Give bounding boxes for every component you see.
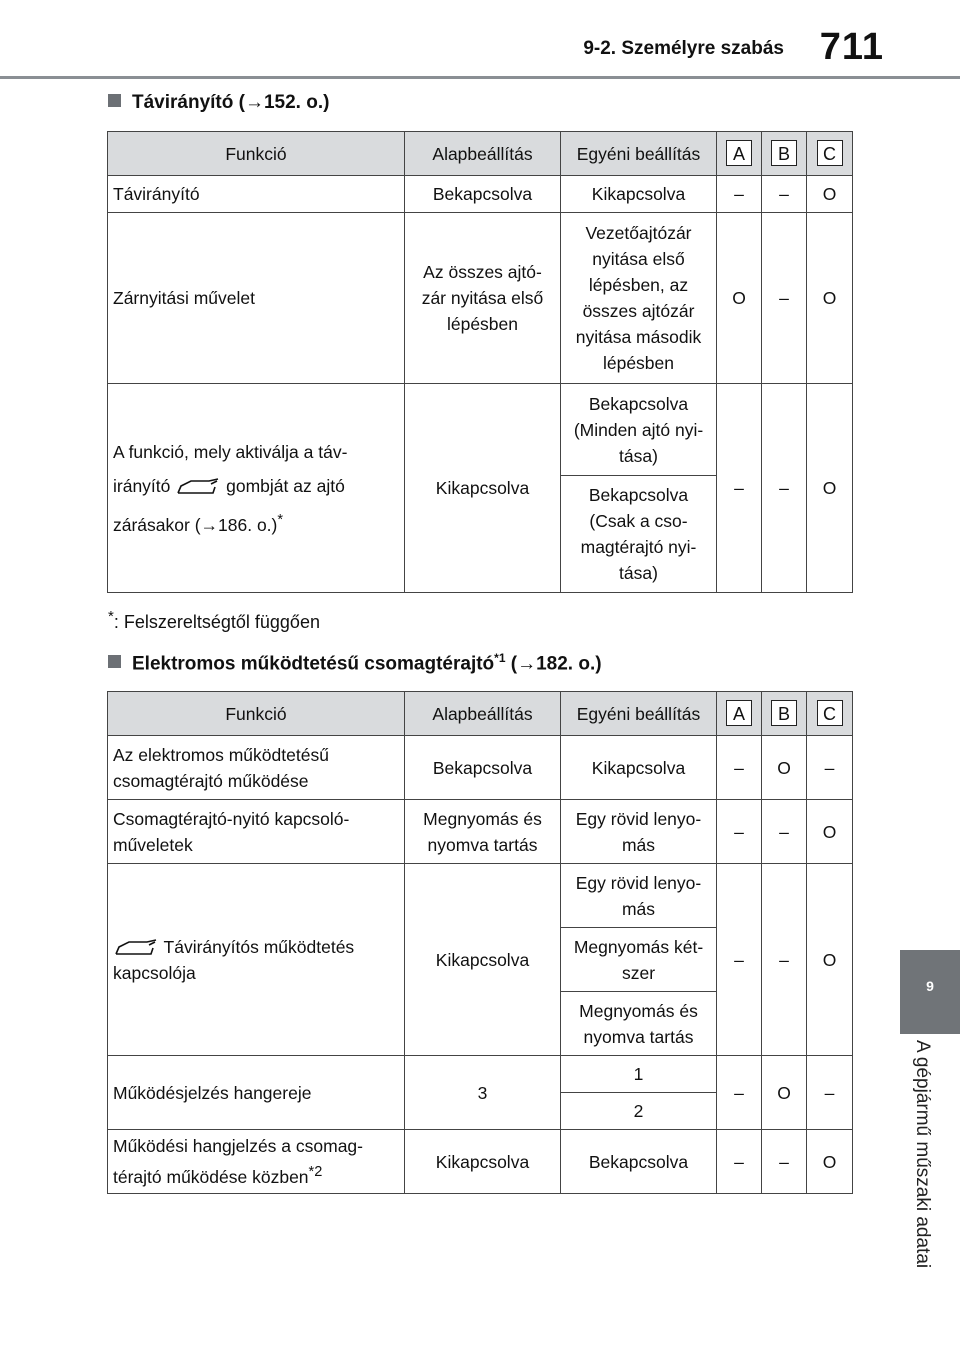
cell-custom: Megnyomás két-szer (561, 928, 717, 992)
cell-function: Csomagtérajtó-nyitó kapcsoló-műveletek (108, 800, 405, 864)
table-row (108, 384, 853, 476)
col-b (762, 132, 807, 176)
cell-custom: 1 (561, 1056, 717, 1093)
cell-function (108, 864, 405, 1056)
cell-b: – (762, 213, 807, 384)
cell-c: O (807, 800, 853, 864)
car-trunk-icon (113, 937, 159, 959)
footnote-star: * (108, 608, 114, 625)
chapter-label-text: A gépjármű műszaki adatai (912, 1040, 933, 1269)
cell-c: O (807, 1130, 853, 1194)
cell-custom: Bekapcsolva (Minden ajtó nyi-tása) (561, 384, 717, 476)
cell-custom: Kikapcsolva (561, 176, 717, 213)
cell-custom: Megnyomás és nyomva tartás (561, 992, 717, 1056)
col-a (717, 132, 762, 176)
cell-custom: Egy rövid lenyo-más (561, 864, 717, 928)
cell-function: Az elektromos működtetésű csomagtérajtó működése (108, 736, 405, 800)
cell-c: – (807, 1056, 853, 1130)
chapter-label (902, 1040, 942, 1330)
function-text: Működési hangjelzés a csomag-térajtó működése közben (113, 1136, 363, 1187)
cell-function: Távirányító (108, 176, 405, 213)
cell-b: – (762, 864, 807, 1056)
col-function: Funkció (108, 692, 405, 736)
cell-c: O (807, 176, 853, 213)
cell-function (108, 1130, 405, 1194)
cell-function (108, 384, 405, 593)
cell-a: – (717, 864, 762, 1056)
col-b (762, 692, 807, 736)
cell-c: O (807, 384, 853, 593)
section2-title: Elektromos működtetésű csomagtérajtó (132, 653, 495, 675)
col-a (717, 692, 762, 736)
cell-b: – (762, 384, 807, 593)
section2-title-mark: *1 (494, 651, 506, 665)
cell-a: – (717, 384, 762, 593)
cell-b: O (762, 1056, 807, 1130)
col-c-box: C (817, 700, 843, 726)
cell-default: Kikapcsolva (405, 1130, 561, 1194)
col-b-box: B (771, 700, 797, 726)
col-default: Alapbeállítás (405, 692, 561, 736)
col-custom: Egyéni beállítás (561, 692, 717, 736)
cell-a: – (717, 800, 762, 864)
section2-title-ref: (→182. o.) (510, 653, 602, 675)
cell-a: O (717, 213, 762, 384)
function-text: Távirányítós működtetés kapcsolója (113, 936, 355, 983)
cell-function: Működésjelzés hangereje (108, 1056, 405, 1130)
cell-b: – (762, 1130, 807, 1194)
table-row (108, 736, 853, 800)
col-c (807, 132, 853, 176)
table-row (108, 176, 853, 213)
footnote-mark: * (277, 511, 284, 528)
cell-a: – (717, 736, 762, 800)
cell-custom: Bekapcsolva (Csak a cso-magtérajtó nyi-tása) (561, 476, 717, 593)
cell-b: O (762, 736, 807, 800)
square-bullet-icon (108, 655, 121, 668)
section2-heading (108, 651, 602, 675)
chapter-number: 9 (926, 978, 934, 994)
square-bullet-icon (108, 94, 121, 107)
cell-c: O (807, 213, 853, 384)
cell-b: – (762, 800, 807, 864)
cell-default: Bekapcsolva (405, 176, 561, 213)
function-text-pre: A funkció, mely aktiválja a táv-irányító (113, 441, 348, 496)
cell-custom: Bekapcsolva (561, 1130, 717, 1194)
col-a-box: A (726, 140, 752, 166)
section1-heading (108, 92, 329, 114)
section-label: 9-2. Személyre szabás (583, 38, 784, 59)
col-b-box: B (771, 140, 797, 166)
section1-title: Távirányító (→152. o.) (132, 92, 330, 113)
cell-default: Megnyomás és nyomva tartás (405, 800, 561, 864)
page-number: 711 (819, 26, 884, 68)
chapter-tab (900, 950, 960, 1034)
cell-default: Bekapcsolva (405, 736, 561, 800)
table-row (108, 800, 853, 864)
col-custom: Egyéni beállítás (561, 132, 717, 176)
cell-a: – (717, 1130, 762, 1194)
header-rule (0, 76, 960, 79)
cell-c: – (807, 736, 853, 800)
col-default: Alapbeállítás (405, 132, 561, 176)
col-function: Funkció (108, 132, 405, 176)
table-header-row (108, 692, 853, 736)
footnote-text: : Felszereltségtől függően (113, 612, 320, 632)
cell-function: Zárnyitási művelet (108, 213, 405, 384)
cell-a: – (717, 1056, 762, 1130)
cell-custom: Egy rövid lenyo-más (561, 800, 717, 864)
footnote-mark: *2 (308, 1164, 323, 1181)
cell-custom: Kikapcsolva (561, 736, 717, 800)
footnote (108, 608, 320, 633)
col-a-box: A (726, 700, 752, 726)
cell-c: O (807, 864, 853, 1056)
table-row (108, 213, 853, 384)
table-row (108, 1130, 853, 1194)
cell-default: Kikapcsolva (405, 864, 561, 1056)
trunk-settings-table (107, 691, 853, 1194)
cell-default: 3 (405, 1056, 561, 1130)
cell-custom: Vezetőajtózár nyitása első lépésben, az összes ajtózár nyitása második lépésben (561, 213, 717, 384)
cell-b: – (762, 176, 807, 213)
col-c-box: C (817, 140, 843, 166)
cell-default: Kikapcsolva (405, 384, 561, 593)
remote-settings-table (107, 131, 853, 593)
col-c (807, 692, 853, 736)
cell-custom: 2 (561, 1093, 717, 1130)
table-header-row (108, 132, 853, 176)
cell-default: Az összes ajtó-zár nyitása első lépésben (405, 213, 561, 384)
table-row (108, 1056, 853, 1093)
car-trunk-icon (175, 476, 221, 498)
cell-a: – (717, 176, 762, 213)
table-row (108, 864, 853, 928)
function-text-post: gombját az ajtó zárásakor (→186. o.) (113, 475, 345, 535)
